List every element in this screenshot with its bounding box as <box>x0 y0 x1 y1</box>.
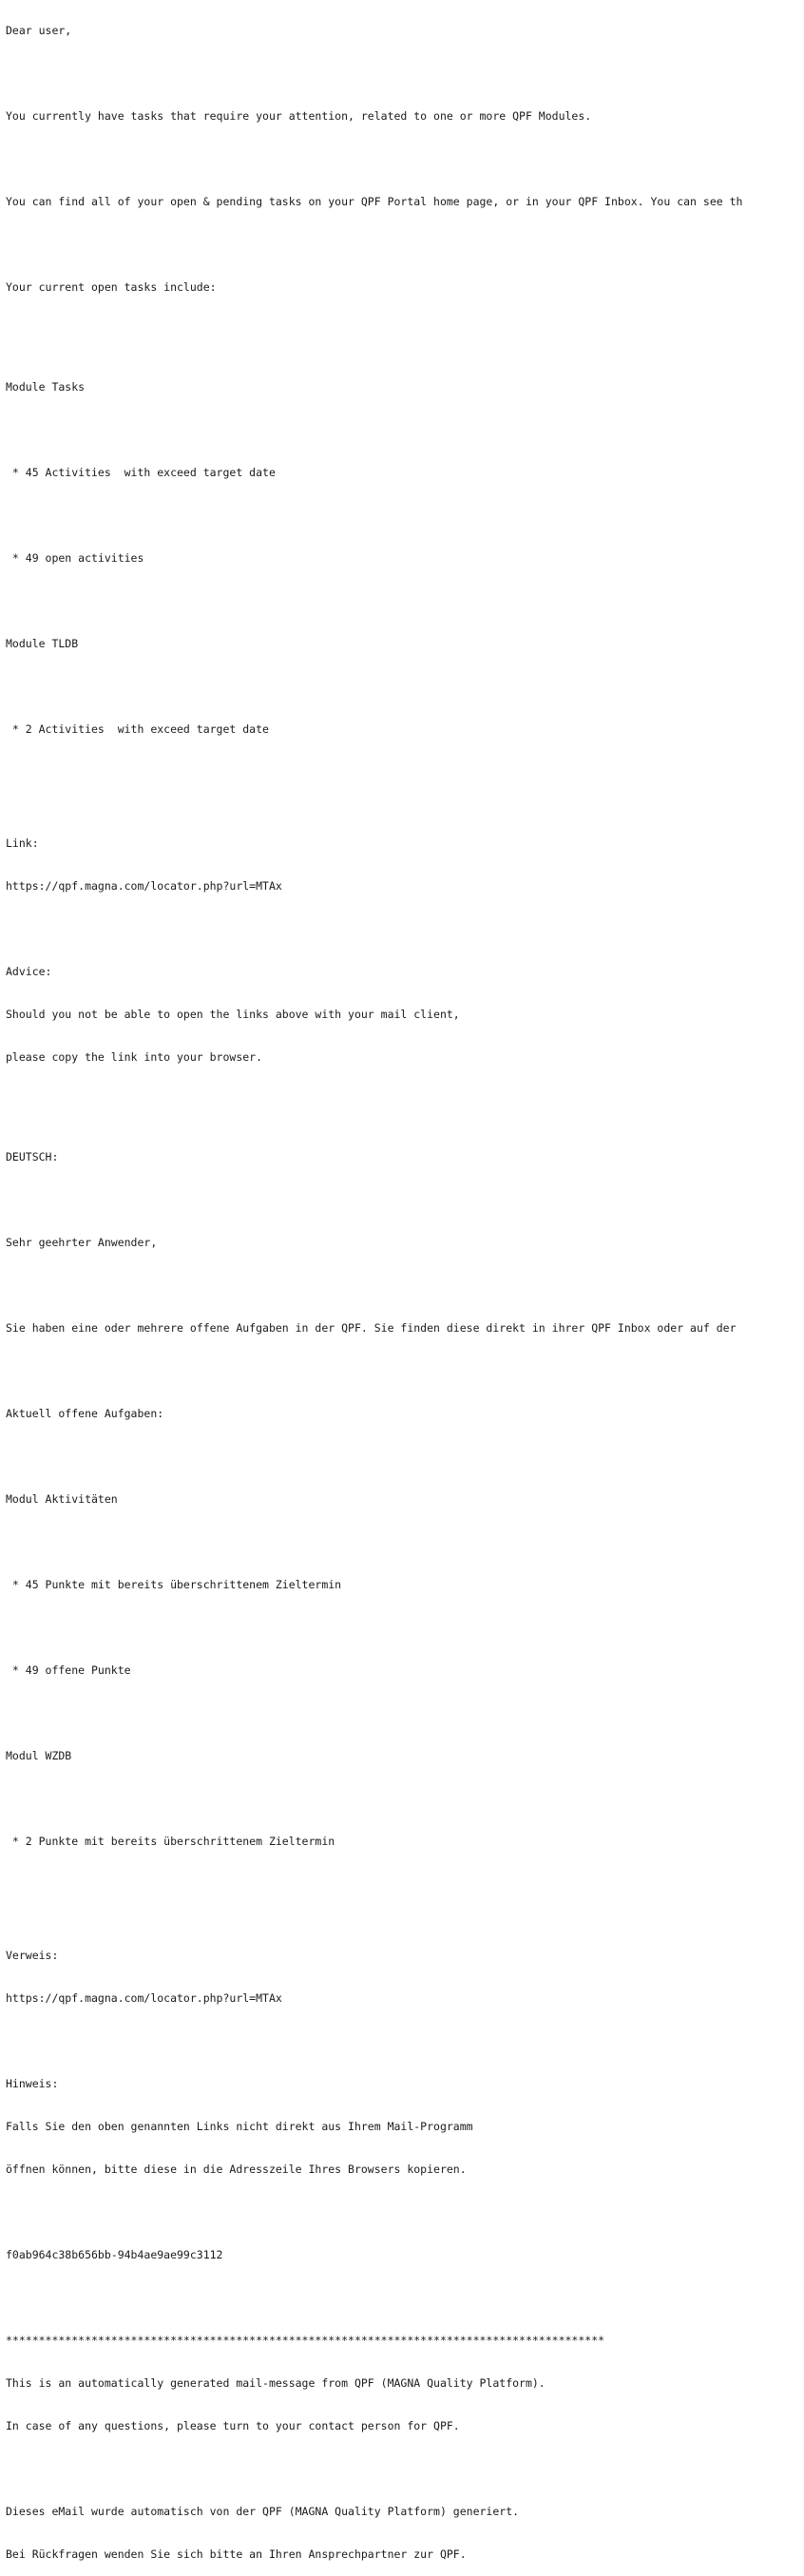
de-hint-line-1: Falls Sie den oben genannten Links nicht direkt aus Ihrem Mail-Programm <box>6 2120 473 2133</box>
deutsch-label: DEUTSCH: <box>6 1150 59 1163</box>
de-link-label: Verweis: <box>6 1949 59 1962</box>
de-module-wzdb-heading: Modul WZDB <box>6 1749 72 1762</box>
de-current-open-heading: Aktuell offene Aufgaben: <box>6 1407 164 1420</box>
de-activities-item-exceeded: * 45 Punkte mit bereits überschrittenem Zieltermin <box>6 1578 342 1591</box>
de-wzdb-item-exceeded: * 2 Punkte mit bereits überschrittenem Zieltermin <box>6 1835 335 1848</box>
current-open-heading: Your current open tasks include: <box>6 280 217 294</box>
de-hint-line-2: öffnen können, bitte diese in die Adresszeile Ihres Browsers kopieren. <box>6 2163 467 2176</box>
de-link-url[interactable]: https://qpf.magna.com/locator.php?url=MTAx <box>6 1991 282 2005</box>
de-module-activities-heading: Modul Aktivitäten <box>6 1492 118 1506</box>
message-id: f0ab964c38b656bb-94b4ae9ae99c3112 <box>6 2248 223 2261</box>
footer-en-line-1: This is an automatically generated mail-message from QPF (MAGNA Quality Platform). <box>6 2376 546 2390</box>
de-intro-text: Sie haben eine oder mehrere offene Aufgaben in der QPF. Sie finden diese direkt in ihrer QPF Inbox oder auf der <box>6 1321 737 1335</box>
tasks-item-exceeded: * 45 Activities with exceed target date <box>6 466 276 479</box>
link-label: Link: <box>6 836 39 850</box>
advice-label: Advice: <box>6 965 52 978</box>
de-greeting: Sehr geehrter Anwender, <box>6 1236 158 1249</box>
tldb-item-exceeded: * 2 Activities with exceed target date <box>6 722 269 736</box>
footer-de-line-1: Dieses eMail wurde automatisch von der QPF (MAGNA Quality Platform) generiert. <box>6 2505 520 2518</box>
email-body <box>6 0 804 2576</box>
separator-line: ******************************************************************************************* <box>6 2334 605 2347</box>
advice-line-1: Should you not be able to open the links above with your mail client, <box>6 1008 460 1021</box>
module-tasks-heading: Module Tasks <box>6 380 86 394</box>
de-activities-item-open: * 49 offene Punkte <box>6 1663 131 1677</box>
footer-en-line-2: In case of any questions, please turn to your contact person for QPF. <box>6 2419 460 2432</box>
find-tasks-text: You can find all of your open & pending tasks on your QPF Portal home page, or in your QPF Inbox. You can see th <box>6 195 743 208</box>
intro-text: You currently have tasks that require your attention, related to one or more QPF Modules. <box>6 109 592 123</box>
greeting: Dear user, <box>6 24 72 37</box>
link-url[interactable]: https://qpf.magna.com/locator.php?url=MTAx <box>6 879 282 893</box>
tasks-item-open: * 49 open activities <box>6 551 144 565</box>
module-tldb-heading: Module TLDB <box>6 637 79 650</box>
de-hint-label: Hinweis: <box>6 2077 59 2090</box>
advice-line-2: please copy the link into your browser. <box>6 1050 263 1064</box>
footer-de-line-2: Bei Rückfragen wenden Sie sich bitte an Ihren Ansprechpartner zur QPF. <box>6 2547 467 2561</box>
